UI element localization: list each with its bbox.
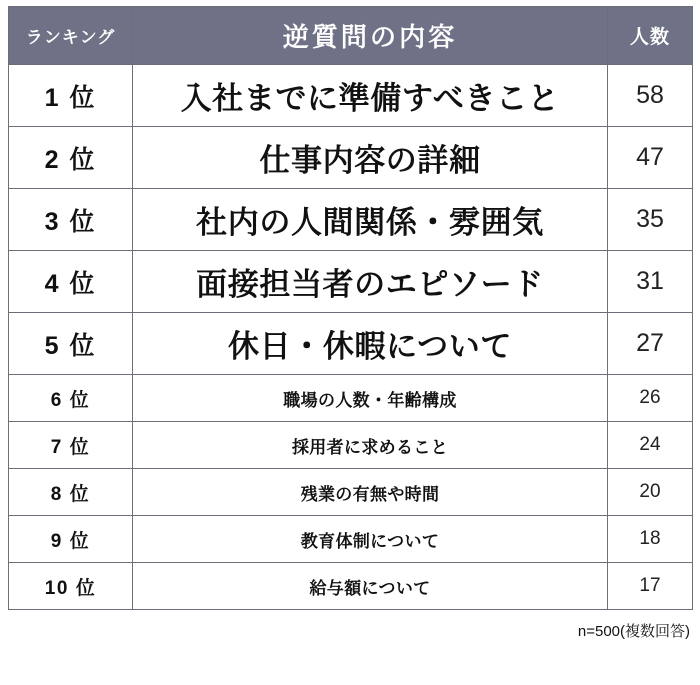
rank-value: 8 位 (9, 469, 133, 516)
question-label: 面接担当者のエピソード (133, 251, 608, 313)
count-value: 17 (608, 563, 693, 610)
rank-value: 3 位 (9, 189, 133, 251)
ranking-table (8, 6, 693, 610)
question-label: 入社までに準備すべきこと (133, 65, 608, 127)
column-header-question-content: 逆質問の内容 (133, 7, 608, 65)
table-row (9, 65, 693, 127)
column-header-count: 人数 (608, 7, 693, 65)
question-label: 教育体制について (133, 516, 608, 563)
count-value: 27 (608, 313, 693, 375)
question-label: 給与額について (133, 563, 608, 610)
rank-value: 10 位 (9, 563, 133, 610)
count-value: 18 (608, 516, 693, 563)
rank-value: 7 位 (9, 422, 133, 469)
table-row (9, 469, 693, 516)
rank-value: 4 位 (9, 251, 133, 313)
count-value: 20 (608, 469, 693, 516)
sample-size-note: n=500(複数回答) (577, 623, 690, 640)
rank-value: 1 位 (9, 65, 133, 127)
question-label: 仕事内容の詳細 (133, 127, 608, 189)
rank-value: 9 位 (9, 516, 133, 563)
table-row (9, 375, 693, 422)
count-value: 47 (608, 127, 693, 189)
table-row (9, 516, 693, 563)
question-label: 社内の人間関係・雰囲気 (133, 189, 608, 251)
column-header-ranking: ランキング (9, 7, 133, 65)
rank-value: 2 位 (9, 127, 133, 189)
count-value: 35 (608, 189, 693, 251)
table-row (9, 251, 693, 313)
table-row (9, 422, 693, 469)
question-label: 職場の人数・年齢構成 (133, 375, 608, 422)
question-label: 残業の有無や時間 (133, 469, 608, 516)
table-header-row (9, 7, 693, 65)
question-label: 休日・休暇について (133, 313, 608, 375)
table-body (9, 65, 693, 610)
table-row (9, 313, 693, 375)
rank-value: 6 位 (9, 375, 133, 422)
count-value: 24 (608, 422, 693, 469)
rank-value: 5 位 (9, 313, 133, 375)
question-label: 採用者に求めること (133, 422, 608, 469)
table-header (9, 7, 693, 65)
count-value: 31 (608, 251, 693, 313)
table-row (9, 189, 693, 251)
count-value: 26 (608, 375, 693, 422)
table-row (9, 563, 693, 610)
table-row (9, 127, 693, 189)
count-value: 58 (608, 65, 693, 127)
